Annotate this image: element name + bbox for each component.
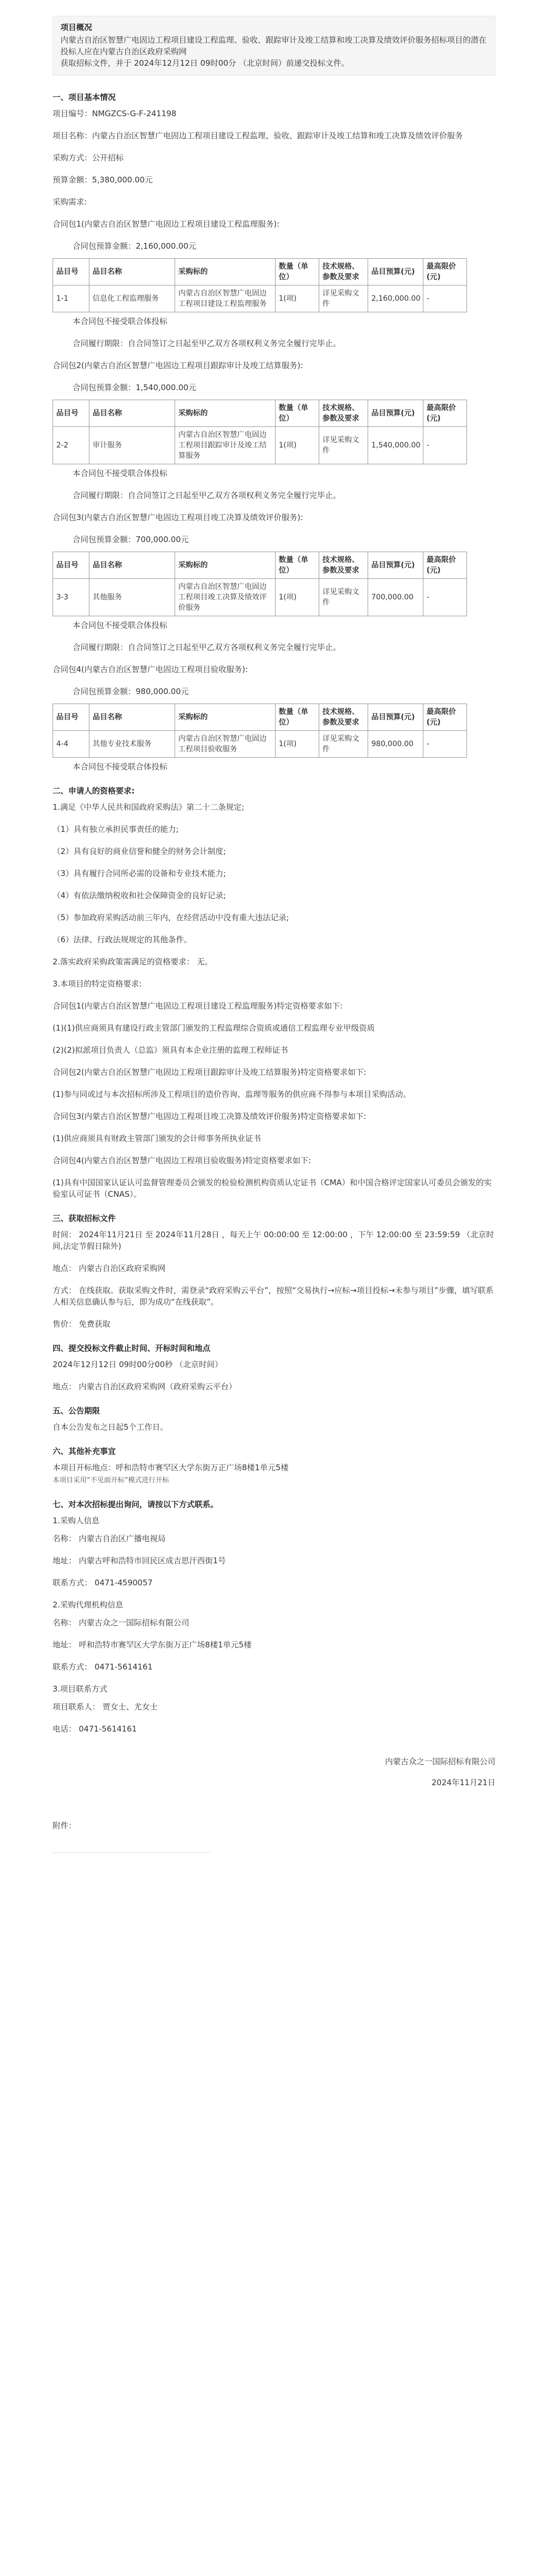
th-quantity: 数量（单位） — [276, 400, 319, 427]
cell-target: 内蒙古自治区智慧广电固边工程项目验收服务 — [175, 731, 276, 758]
lot-3-requirement: 合同包3(内蒙古自治区智慧广电固边工程项目竣工决算及绩效评价服务)特定资格要求如下: — [53, 1112, 367, 1121]
th-target: 采购标的 — [175, 704, 276, 731]
cell-item-name: 其他服务 — [89, 579, 175, 616]
lot-4-table — [53, 704, 467, 758]
lot-3-requirement-a: (1)供应商须具有财政主管部门颁发的会计师事务所执业证书 — [53, 1134, 261, 1143]
lot-4-budget: 合同包预算金额：980,000.00元 — [73, 687, 189, 696]
qualification-item: （1）具有独立承担民事责任的能力; — [53, 824, 179, 834]
cell-spec: 详见采购文件 — [319, 731, 368, 758]
lot-3-table — [53, 552, 467, 616]
th-target: 采购标的 — [175, 259, 276, 286]
cell-quantity: 1(项) — [276, 579, 319, 616]
signature-date: 2024年11月21日 — [431, 1778, 495, 1787]
th-budget: 品目预算(元) — [368, 704, 423, 731]
signature-block — [53, 1756, 495, 1788]
project-contact-label: 3.项目联系方式 — [53, 1684, 108, 1694]
th-item-no: 品目号 — [53, 552, 89, 579]
remote-opening-note: 本项目采用“不见面开标”模式进行开标 — [53, 1477, 169, 1484]
qualification-item: （2）具有良好的商业信誉和健全的财务会计制度; — [53, 847, 226, 856]
project-name: 项目名称：内蒙古自治区智慧广电固边工程项目建设工程监理、验收、跟踪审计及竣工结算和竣工决算及绩效评价服务 — [53, 131, 463, 140]
section-4-title: 四、提交投标文件截止时间、开标时间和地点 — [53, 1343, 211, 1353]
lot-1-requirement-b: (2)(2)拟派项目负责人（总监）须具有本企业注册的监理工程师证书 — [53, 1045, 288, 1055]
agency-label: 2.采购代理机构信息 — [53, 1600, 124, 1610]
section-6-title: 六、其他补充事宜 — [53, 1447, 116, 1456]
th-item-no: 品目号 — [53, 704, 89, 731]
cell-max-price: - — [423, 579, 467, 616]
acquisition-method: 方式： 在线获取。获取采购文件时，需登录“政府采购云平台”，按照“交易执行→应标→项目投标→未参与项目”步骤，填写联系人相关信息确认参与后，即为成功“在线获取”。 — [53, 1286, 494, 1307]
cell-target: 内蒙古自治区智慧广电固边工程项目跟踪审计及竣工结算服务 — [175, 427, 276, 464]
cell-item-name: 审计服务 — [89, 427, 175, 464]
lot-2-budget: 合同包预算金额：1,540,000.00元 — [73, 383, 197, 392]
cell-max-price: - — [423, 286, 467, 312]
overview-title: 项目概况 — [60, 23, 93, 32]
cell-quantity: 1(项) — [276, 427, 319, 464]
th-budget: 品目预算(元) — [368, 400, 423, 427]
section-5-title: 五、公告期限 — [53, 1406, 100, 1416]
cell-budget: 2,160,000.00 — [368, 286, 423, 312]
th-max-price: 最高限价(元) — [423, 704, 467, 731]
lot-2-consortium: 本合同包不接受联合体投标 — [73, 469, 168, 478]
cell-item-no: 4-4 — [53, 731, 89, 758]
lot-1-requirement: 合同包1(内蒙古自治区智慧广电固边工程项目建设工程监理服务)特定资格要求如下: — [53, 1001, 343, 1011]
cell-spec: 详见采购文件 — [319, 427, 368, 464]
th-max-price: 最高限价(元) — [423, 552, 467, 579]
lot-4-consortium: 本合同包不接受联合体投标 — [73, 762, 168, 771]
lot-2-table — [53, 400, 467, 464]
table-row — [53, 579, 467, 616]
cell-budget: 980,000.00 — [368, 731, 423, 758]
th-item-name: 品目名称 — [89, 704, 175, 731]
th-item-name: 品目名称 — [89, 400, 175, 427]
purchaser-label: 1.采购人信息 — [53, 1516, 100, 1525]
purchaser-phone: 联系方式： 0471-4590057 — [53, 1578, 153, 1587]
qualification-item: （5）参加政府采购活动前三年内，在经营活动中没有重大违法记录; — [53, 913, 289, 922]
lot-3-title: 合同包3(内蒙古自治区智慧广电固边工程项目竣工决算及绩效评价服务): — [53, 513, 303, 522]
cell-item-name: 信息化工程监理服务 — [89, 286, 175, 312]
acquisition-place: 地点： 内蒙古自治区政府采购网 — [53, 1264, 166, 1273]
opening-location: 本项目开标地点：呼和浩特市赛罕区大学东街万正广场8楼1单元5楼 — [53, 1463, 289, 1472]
project-number: 项目编号：NMGZCS-G-F-241198 — [53, 109, 177, 118]
qualification-intro: 1.满足《中华人民共和国政府采购法》第二十二条规定; — [53, 802, 245, 812]
table-header-row — [53, 259, 467, 286]
procurement-demand-label: 采购需求: — [53, 197, 87, 207]
cell-spec: 详见采购文件 — [319, 579, 368, 616]
lot-2-requirement-a: (1)参与同或过与本次招标所涉及工程项目的造价咨询、监理等服务的供应商不得参与本项目采购活动。 — [53, 1090, 411, 1099]
cell-quantity: 1(项) — [276, 286, 319, 312]
qualification-item: （4）有依法缴纳税收和社会保障资金的良好记录; — [53, 891, 226, 900]
cell-quantity: 1(项) — [276, 731, 319, 758]
th-item-no: 品目号 — [53, 400, 89, 427]
qualification-item: （3）具有履行合同所必需的设备和专业技术能力; — [53, 869, 226, 878]
th-quantity: 数量（单位） — [276, 552, 319, 579]
table-row — [53, 286, 467, 312]
overview-line-1: 内蒙古自治区智慧广电固边工程项目建设工程监理、验收、跟踪审计及竣工结算和竣工决算及绩效评价服务招标项目的潜在投标人应在内蒙古自治区政府采购网 — [60, 35, 487, 56]
cell-spec: 详见采购文件 — [319, 286, 368, 312]
project-overview-box — [53, 16, 495, 76]
specific-requirement-label: 3.本项目的特定资格要求: — [53, 979, 142, 989]
cell-target: 内蒙古自治区智慧广电固边工程项目建设工程监理服务 — [175, 286, 276, 312]
acquisition-price: 售价： 免费获取 — [53, 1319, 110, 1329]
table-row — [53, 731, 467, 758]
qualification-item: （6）法律、行政法规规定的其他条件。 — [53, 935, 192, 944]
th-item-name: 品目名称 — [89, 259, 175, 286]
cell-budget: 1,540,000.00 — [368, 427, 423, 464]
th-spec: 技术规格、参数及要求 — [319, 259, 368, 286]
section-2-title: 二、申请人的资格要求: — [53, 786, 135, 796]
lot-3-budget: 合同包预算金额：700,000.00元 — [73, 535, 189, 544]
table-header-row — [53, 400, 467, 427]
th-target: 采购标的 — [175, 552, 276, 579]
lot-3-consortium: 本合同包不接受联合体投标 — [73, 620, 168, 630]
th-quantity: 数量（单位） — [276, 704, 319, 731]
lot-1-requirement-a: (1)(1)供应商须具有建设行政主管部门颁发的工程监理综合资质或通信工程监理专业甲级资质 — [53, 1023, 375, 1033]
attachment-section — [53, 1820, 495, 1853]
project-contact-person: 项目联系人： 贾女士、尤女士 — [53, 1702, 158, 1712]
announcement-page — [53, 16, 495, 1853]
table-header-row — [53, 552, 467, 579]
th-max-price: 最高限价(元) — [423, 400, 467, 427]
attachment-area — [53, 1837, 210, 1853]
cell-item-no: 1-1 — [53, 286, 89, 312]
signature-org: 内蒙古众之一国际招标有限公司 — [384, 1757, 495, 1766]
agency-address: 地址： 呼和浩特市赛罕区大学东街万正广场8楼1单元5楼 — [53, 1640, 252, 1650]
th-budget: 品目预算(元) — [368, 259, 423, 286]
overview-line-2: 获取招标文件，并于 2024年12月12日 09时00分 （北京时间）前递交投标文件。 — [60, 58, 349, 68]
policy-requirement: 2.落实政府采购政策需满足的资格要求： 无。 — [53, 957, 213, 966]
cell-max-price: - — [423, 427, 467, 464]
cell-target: 内蒙古自治区智慧广电固边工程项目竣工决算及绩效评价服务 — [175, 579, 276, 616]
project-contact-phone: 电话： 0471-5614161 — [53, 1724, 137, 1734]
lot-1-budget: 合同包预算金额：2,160,000.00元 — [73, 241, 197, 251]
th-budget: 品目预算(元) — [368, 552, 423, 579]
section-3-title: 三、获取招标文件 — [53, 1214, 116, 1223]
attachment-label: 附件： — [53, 1821, 77, 1830]
lot-2-title: 合同包2(内蒙古自治区智慧广电固边工程项目跟踪审计及竣工结算服务): — [53, 361, 303, 370]
cell-item-name: 其他专业技术服务 — [89, 731, 175, 758]
section-7-title: 七、对本次招标提出询问，请按以下方式联系。 — [53, 1500, 219, 1509]
th-max-price: 最高限价(元) — [423, 259, 467, 286]
th-item-name: 品目名称 — [89, 552, 175, 579]
lot-3-period: 合同履行期限：自合同签订之日起至甲乙双方各项权利义务完全履行完毕止。 — [73, 643, 341, 652]
purchaser-name: 名称： 内蒙古自治区广播电视局 — [53, 1534, 166, 1543]
section-1-title: 一、项目基本情况 — [53, 93, 116, 102]
th-quantity: 数量（单位） — [276, 259, 319, 286]
lot-2-period: 合同履行期限：自合同签订之日起至甲乙双方各项权利义务完全履行完毕止。 — [73, 491, 341, 500]
lot-1-table — [53, 258, 467, 312]
th-spec: 技术规格、参数及要求 — [319, 704, 368, 731]
th-spec: 技术规格、参数及要求 — [319, 400, 368, 427]
agency-name: 名称： 内蒙古众之一国际招标有限公司 — [53, 1618, 189, 1627]
lot-1-period: 合同履行期限：自合同签订之日起至甲乙双方各项权利义务完全履行完毕止。 — [73, 339, 341, 348]
cell-item-no: 2-2 — [53, 427, 89, 464]
lot-1-title: 合同包1(内蒙古自治区智慧广电固边工程项目建设工程监理服务): — [53, 219, 280, 229]
cell-budget: 700,000.00 — [368, 579, 423, 616]
deadline-time: 2024年12月12日 09时00分00秒 （北京时间） — [53, 1360, 223, 1369]
budget-amount: 预算金额：5,380,000.00元 — [53, 175, 153, 185]
table-row — [53, 427, 467, 464]
th-item-no: 品目号 — [53, 259, 89, 286]
purchaser-address: 地址： 内蒙古呼和浩特市回民区成吉思汗西街1号 — [53, 1556, 226, 1565]
table-header-row — [53, 704, 467, 731]
cell-max-price: - — [423, 731, 467, 758]
lot-1-consortium: 本合同包不接受联合体投标 — [73, 317, 168, 326]
cell-item-no: 3-3 — [53, 579, 89, 616]
th-spec: 技术规格、参数及要求 — [319, 552, 368, 579]
lot-4-requirement-a: (1)具有中国国家认证认可监督管理委员会颁发的检验检测机构资质认定证书（CMA）和中国合格评定国家认可委员会颁发的实验室认可证书（CNAS）。 — [53, 1178, 492, 1199]
lot-4-requirement: 合同包4(内蒙古自治区智慧广电固边工程项目验收服务)特定资格要求如下: — [53, 1156, 311, 1165]
th-target: 采购标的 — [175, 400, 276, 427]
lot-2-requirement: 合同包2(内蒙古自治区智慧广电固边工程项目跟踪审计及竣工结算服务)特定资格要求如下: — [53, 1067, 367, 1077]
acquisition-time: 时间： 2024年11月21日 至 2024年11月28日 ，每天上午 00:00:00 至 12:00:00 ，下午 12:00:00 至 23:59:59 （北京时间,法定节假日除外) — [53, 1230, 494, 1251]
deadline-place: 地点： 内蒙古自治区政府采购网（政府采购云平台） — [53, 1382, 237, 1391]
announcement-period: 自本公告发布之日起5个工作日。 — [53, 1422, 168, 1432]
lot-4-title: 合同包4(内蒙古自治区智慧广电固边工程项目验收服务): — [53, 665, 248, 674]
procurement-method: 采购方式：公开招标 — [53, 153, 124, 162]
agency-phone: 联系方式： 0471-5614161 — [53, 1662, 153, 1672]
